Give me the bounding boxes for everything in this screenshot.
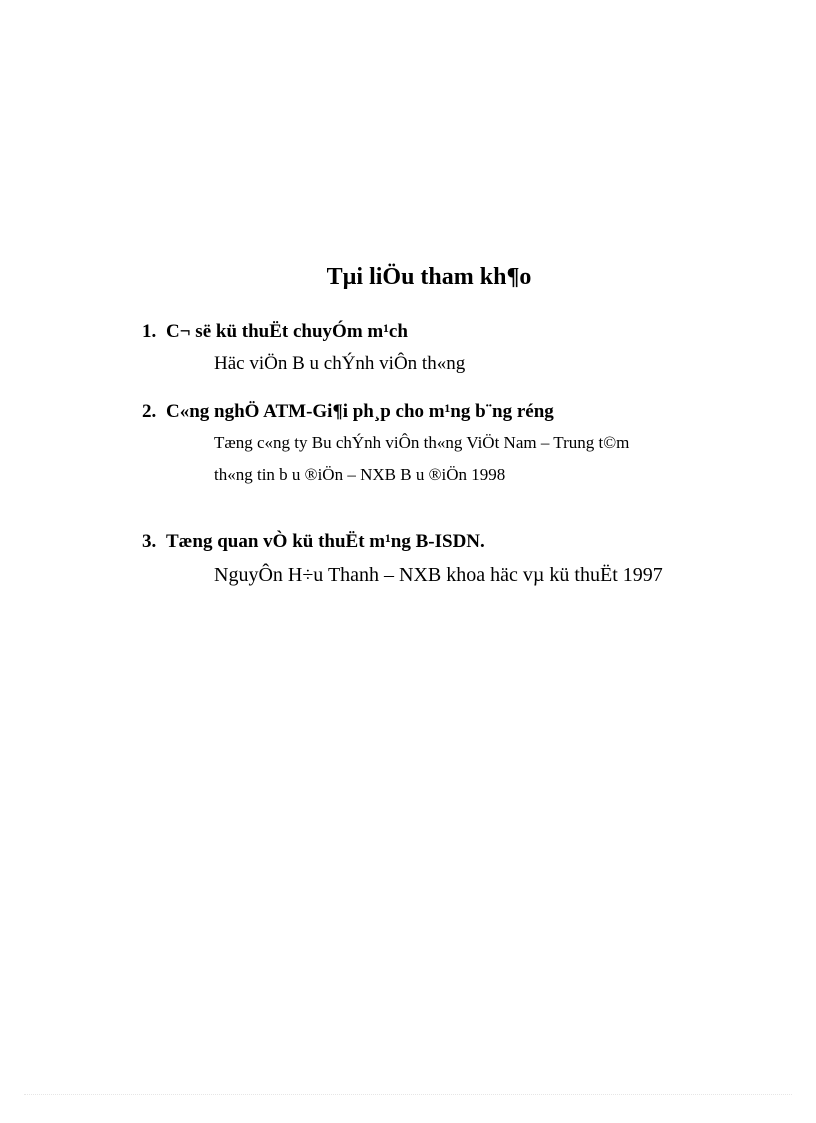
reference-item-2 [142,400,630,484]
reference-item-1 [142,320,466,374]
reference-title: C¬ së kü thuËt chuyÓm m¹ch [166,321,408,342]
reference-detail: Tæng c«ng ty Bu chÝnh viÔn th«ng ViÖt Nam – Trung t©m [214,433,630,452]
page-title: Tµi liÖu tham kh¶o [326,264,532,290]
reference-heading [142,400,554,424]
reference-heading [142,530,485,554]
reference-detail: th«ng tin b u ®iÖn – NXB B u ®iÖn 1998 [214,465,506,484]
reference-detail: NguyÔn H÷u Thanh – NXB khoa häc vµ kü thuËt 1997 [214,564,663,586]
reference-title: C«ng nghÖ ATM-Gi¶i ph¸p cho m¹ng b¨ng réng [166,401,554,422]
reference-title: Tæng quan vÒ kü thuËt m¹ng B-ISDN. [166,531,485,552]
reference-number: 1. [142,321,157,342]
page-bottom-divider [24,1094,792,1095]
reference-detail: Häc viÖn B u chÝnh viÔn th«ng [214,353,466,374]
reference-number: 2. [142,401,157,422]
reference-number: 3. [142,531,157,552]
reference-item-3 [142,530,663,586]
reference-heading [142,320,408,344]
